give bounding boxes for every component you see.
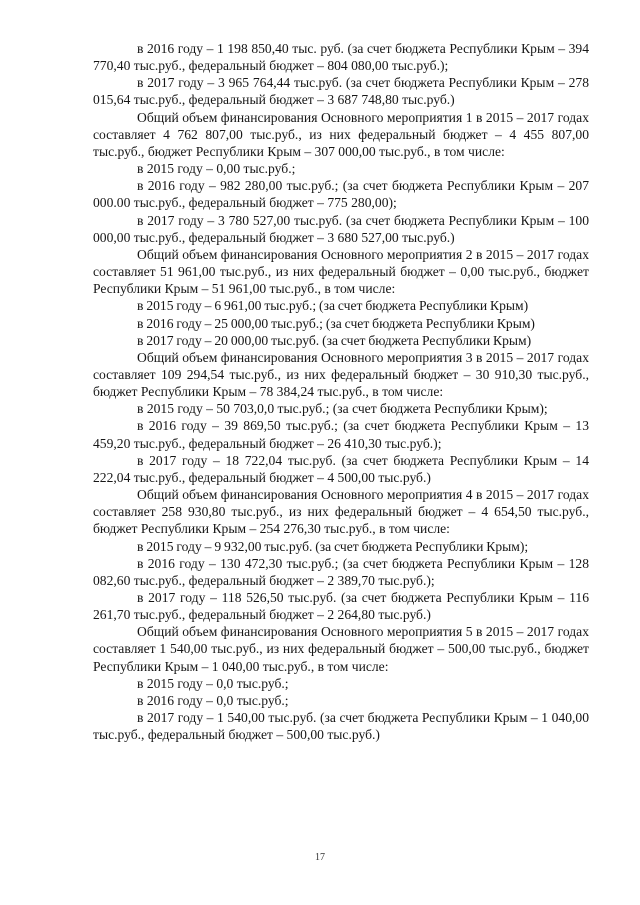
paragraph-activity-3-2015: в 2015 году – 50 703,0,0 тыс.руб.; (за счет бюджета Республики Крым);	[137, 401, 548, 417]
paragraph-activity-3-summary: Общий объем финансирования Основного мероприятия 3 в 2015 – 2017 годах составляет 109 294,54 тыс.руб., из них федеральный бюджет – 30 910,30 тыс.руб., бюджет Республики Крым – 78 384,24 тыс.руб., в том числе:	[93, 349, 589, 400]
paragraph-activity-3-2016: в 2016 году – 39 869,50 тыс.руб.; (за счет бюджета Республики Крым – 13 459,20 тыс.руб., федеральный бюджет – 26 410,30 тыс.руб.);	[93, 418, 589, 451]
paragraph-activity-5-2017: в 2017 году – 1 540,00 тыс.руб. (за счет бюджета Республики Крым – 1 040,00 тыс.руб., федеральный бюджет – 500,00 тыс.руб.)	[93, 710, 589, 743]
paragraph-activity-5-summary: Общий объем финансирования Основного мероприятия 5 в 2015 – 2017 годах составляет 1 540,00 тыс.руб., из них федеральный бюджет – 500,00 тыс.руб., бюджет Республики Крым – 1 040,00 тыс.руб., в том числе:	[93, 624, 589, 674]
paragraph-2017-total: в 2017 году – 3 965 764,44 тыс.руб. (за счет бюджета Республики Крым – 278 015,64 тыс.руб., федеральный бюджет – 3 687 748,80 тыс.руб.)	[93, 75, 589, 108]
paragraph-activity-4-summary: Общий объем финансирования Основного мероприятия 4 в 2015 – 2017 годах составляет 258 930,80 тыс.руб., из них федеральный бюджет – 4 654,50 тыс.руб., бюджет Республики Крым – 254 276,30 тыс.руб., в том числе:	[93, 487, 589, 537]
paragraph-activity-2-2016: в 2016 году – 25 000,00 тыс.руб.; (за счет бюджета Республики Крым)	[137, 315, 535, 331]
paragraph-activity-3-2017: в 2017 году – 18 722,04 тыс.руб. (за счет бюджета Республики Крым – 14 222,04 тыс.руб., федеральный бюджет – 4 500,00 тыс.руб.)	[93, 452, 589, 485]
paragraph-activity-5-2016: в 2016 году – 0,0 тыс.руб.;	[137, 692, 289, 708]
paragraph-2016-total: в 2016 году – 1 198 850,40 тыс. руб. (за счет бюджета Республики Крым – 394 770,40 тыс.руб., федеральный бюджет – 804 080,00 тыс.руб.);	[93, 41, 589, 74]
paragraph-activity-1-2017: в 2017 году – 3 780 527,00 тыс.руб. (за счет бюджета Республики Крым – 100 000,00 тыс.руб., федеральный бюджет – 3 680 527,00 тыс.руб.)	[93, 212, 589, 245]
paragraph-activity-5-2015: в 2015 году – 0,0 тыс.руб.;	[137, 675, 289, 691]
paragraph-activity-4-2015: в 2015 году – 9 932,00 тыс.руб. (за счет бюджета Республики Крым);	[137, 538, 529, 554]
document-body	[93, 40, 589, 743]
page-number: 17	[315, 852, 325, 863]
paragraph-activity-2-summary: Общий объем финансирования Основного мероприятия 2 в 2015 – 2017 годах составляет 51 961,00 тыс.руб., из них федеральный бюджет – 0,00 тыс.руб., бюджет Республики Крым – 51 961,00 тыс.руб., в том числе:	[93, 246, 589, 297]
paragraph-activity-1-2015: в 2015 году – 0,00 тыс.руб.;	[137, 161, 296, 177]
paragraph-activity-1-2016: в 2016 году – 982 280,00 тыс.руб.; (за счет бюджета Республики Крым – 207 000.00 тыс.руб., федеральный бюджет – 775 280,00);	[93, 178, 589, 211]
paragraph-activity-1-summary: Общий объем финансирования Основного мероприятия 1 в 2015 – 2017 годах составляет 4 762 807,00 тыс.руб., из них федеральный бюджет – 4 455 807,00 тыс.руб., бюджет Республики Крым – 307 000,00 тыс.руб., в том числе:	[93, 109, 589, 159]
paragraph-activity-2-2017: в 2017 году – 20 000,00 тыс.руб. (за счет бюджета Республики Крым)	[137, 332, 532, 348]
paragraph-activity-4-2017: в 2017 году – 118 526,50 тыс.руб. (за счет бюджета Республики Крым – 116 261,70 тыс.руб., федеральный бюджет – 2 264,80 тыс.руб.)	[93, 590, 589, 623]
paragraph-activity-2-2015: в 2015 году – 6 961,00 тыс.руб.; (за счет бюджета Республики Крым)	[137, 298, 529, 314]
paragraph-activity-4-2016: в 2016 году – 130 472,30 тыс.руб.; (за счет бюджета Республики Крым – 128 082,60 тыс.руб., федеральный бюджет – 2 389,70 тыс.руб.);	[93, 555, 589, 588]
